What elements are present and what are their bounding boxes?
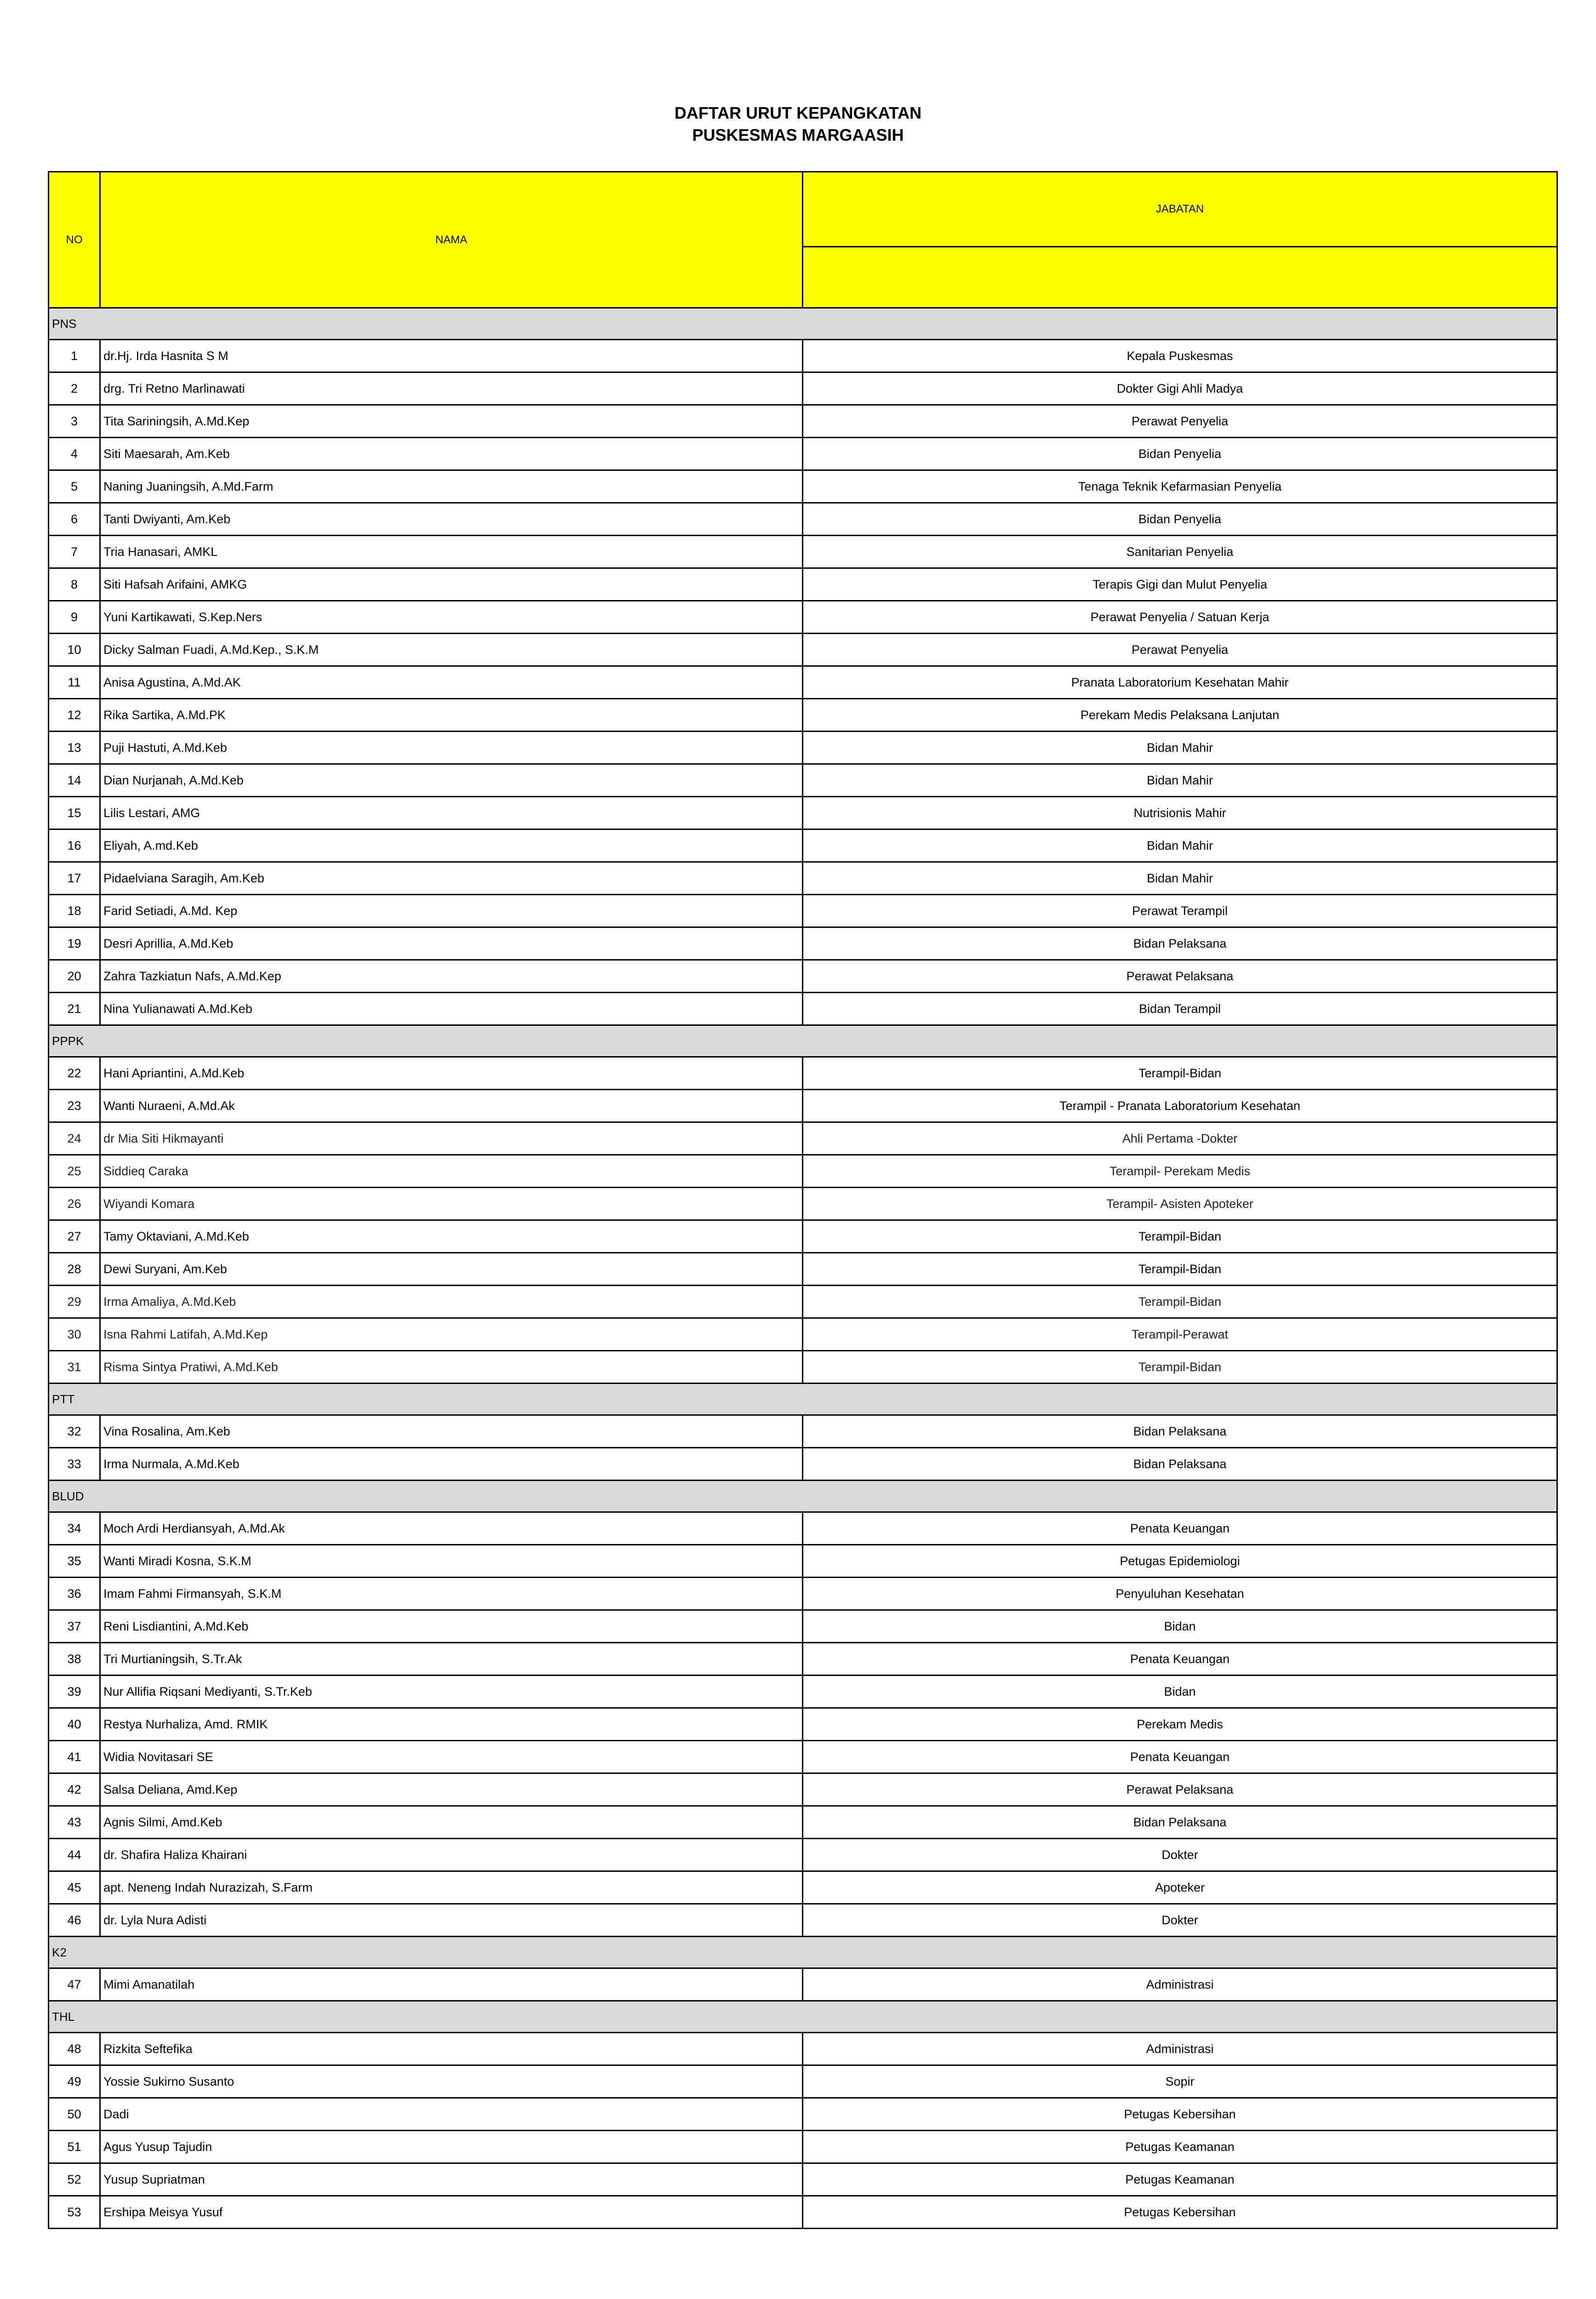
cell-nama: Siti Hafsah Arifaini, AMKG: [100, 568, 803, 601]
cell-jabatan: Perawat Penyelia: [803, 634, 1557, 666]
table-row: [49, 829, 1557, 862]
cell-jabatan: Bidan Mahir: [803, 829, 1557, 862]
cell-nama: Vina Rosalina, Am.Keb: [100, 1415, 803, 1448]
cell-no: 34: [49, 1512, 100, 1545]
cell-no: 29: [49, 1286, 100, 1318]
cell-jabatan: Ahli Pertama -Dokter: [803, 1122, 1557, 1155]
cell-nama: Agnis Silmi, Amd.Keb: [100, 1806, 803, 1839]
cell-jabatan: Bidan Mahir: [803, 862, 1557, 895]
section-row-blud: [49, 1481, 1557, 1512]
table-row: [49, 1968, 1557, 2001]
cell-jabatan: Terampil- Asisten Apoteker: [803, 1188, 1557, 1220]
cell-nama: Dicky Salman Fuadi, A.Md.Kep., S.K.M: [100, 634, 803, 666]
header-no: NO: [49, 172, 100, 308]
table-row: [49, 2033, 1557, 2065]
cell-nama: Mimi Amanatilah: [100, 1968, 803, 2001]
table-row: [49, 895, 1557, 927]
cell-no: 6: [49, 503, 100, 536]
cell-no: 35: [49, 1545, 100, 1578]
cell-no: 42: [49, 1773, 100, 1806]
cell-nama: Siddieq Caraka: [100, 1155, 803, 1188]
cell-jabatan: Terampil - Pranata Laboratorium Kesehatan: [803, 1090, 1557, 1122]
cell-jabatan: Administrasi: [803, 1968, 1557, 2001]
table-row: [49, 470, 1557, 503]
cell-jabatan: Perawat Pelaksana: [803, 1773, 1557, 1806]
cell-nama: Rizkita Seftefika: [100, 2033, 803, 2065]
cell-nama: Yusup Supriatman: [100, 2163, 803, 2196]
table-row: [49, 568, 1557, 601]
cell-nama: drg. Tri Retno Marlinawati: [100, 372, 803, 405]
cell-nama: Wanti Miradi Kosna, S.K.M: [100, 1545, 803, 1578]
cell-no: 22: [49, 1057, 100, 1090]
cell-nama: Wiyandi Komara: [100, 1188, 803, 1220]
cell-no: 21: [49, 993, 100, 1025]
cell-jabatan: Perawat Penyelia: [803, 405, 1557, 438]
table-row: [49, 993, 1557, 1025]
title-line-1: DAFTAR URUT KEPANGKATAN: [674, 103, 922, 122]
cell-nama: dr Mia Siti Hikmayanti: [100, 1122, 803, 1155]
cell-jabatan: Terampil-Bidan: [803, 1057, 1557, 1090]
section-label: PNS: [49, 308, 1557, 340]
cell-no: 14: [49, 764, 100, 797]
cell-nama: Tamy Oktaviani, A.Md.Keb: [100, 1220, 803, 1253]
table-row: [49, 438, 1557, 470]
table-row: [49, 1839, 1557, 1871]
table-row: [49, 1512, 1557, 1545]
cell-no: 1: [49, 340, 100, 372]
cell-nama: Hani Apriantini, A.Md.Keb: [100, 1057, 803, 1090]
cell-nama: dr. Shafira Haliza Khairani: [100, 1839, 803, 1871]
cell-nama: Siti Maesarah, Am.Keb: [100, 438, 803, 470]
cell-no: 32: [49, 1415, 100, 1448]
cell-jabatan: Perawat Pelaksana: [803, 960, 1557, 993]
cell-nama: Risma Sintya Pratiwi, A.Md.Keb: [100, 1351, 803, 1384]
cell-no: 37: [49, 1610, 100, 1643]
cell-jabatan: Terampil-Bidan: [803, 1351, 1557, 1384]
table-row: [49, 1220, 1557, 1253]
cell-nama: Pidaelviana Saragih, Am.Keb: [100, 862, 803, 895]
cell-no: 8: [49, 568, 100, 601]
cell-no: 51: [49, 2131, 100, 2163]
cell-nama: Tria Hanasari, AMKL: [100, 536, 803, 568]
table-row: [49, 1155, 1557, 1188]
table-row: [49, 2196, 1557, 2229]
cell-nama: Nur Allifia Riqsani Mediyanti, S.Tr.Keb: [100, 1676, 803, 1708]
cell-no: 10: [49, 634, 100, 666]
cell-jabatan: Penyuluhan Kesehatan: [803, 1578, 1557, 1610]
cell-jabatan: Bidan Mahir: [803, 764, 1557, 797]
cell-no: 49: [49, 2065, 100, 2098]
cell-jabatan: Bidan: [803, 1610, 1557, 1643]
table-row: [49, 1741, 1557, 1773]
section-label: PTT: [49, 1384, 1557, 1415]
table-row: [49, 405, 1557, 438]
table-row: [49, 1545, 1557, 1578]
cell-jabatan: Perekam Medis Pelaksana Lanjutan: [803, 699, 1557, 732]
table-row: [49, 1806, 1557, 1839]
cell-jabatan: Bidan Pelaksana: [803, 1448, 1557, 1481]
section-row-pns: [49, 308, 1557, 340]
cell-no: 43: [49, 1806, 100, 1839]
cell-jabatan: Bidan Penyelia: [803, 503, 1557, 536]
section-label: THL: [49, 2001, 1557, 2033]
section-label: K2: [49, 1937, 1557, 1968]
cell-jabatan: Terampil- Perekam Medis: [803, 1155, 1557, 1188]
cell-nama: Ershipa Meisya Yusuf: [100, 2196, 803, 2229]
table-row: [49, 764, 1557, 797]
cell-no: 48: [49, 2033, 100, 2065]
table-row: [49, 1676, 1557, 1708]
table-row: [49, 927, 1557, 960]
cell-no: 30: [49, 1318, 100, 1351]
cell-no: 26: [49, 1188, 100, 1220]
roster-body: [49, 172, 1557, 2229]
cell-no: 46: [49, 1904, 100, 1937]
cell-nama: Puji Hastuti, A.Md.Keb: [100, 732, 803, 764]
table-row: [49, 1708, 1557, 1741]
cell-nama: Tri Murtianingsih, S.Tr.Ak: [100, 1643, 803, 1676]
cell-no: 11: [49, 666, 100, 699]
cell-no: 45: [49, 1871, 100, 1904]
cell-jabatan: Perekam Medis: [803, 1708, 1557, 1741]
cell-jabatan: Terampil-Bidan: [803, 1253, 1557, 1286]
cell-nama: Moch Ardi Herdiansyah, A.Md.Ak: [100, 1512, 803, 1545]
table-row: [49, 1643, 1557, 1676]
cell-jabatan: Dokter: [803, 1904, 1557, 1937]
header-jabatan: JABATAN: [803, 172, 1557, 247]
cell-jabatan: Terampil-Perawat: [803, 1318, 1557, 1351]
section-row-pppk: [49, 1025, 1557, 1057]
cell-nama: Widia Novitasari SE: [100, 1741, 803, 1773]
cell-jabatan: Nutrisionis Mahir: [803, 797, 1557, 829]
section-label: BLUD: [49, 1481, 1557, 1512]
cell-jabatan: Penata Keuangan: [803, 1512, 1557, 1545]
cell-no: 18: [49, 895, 100, 927]
table-row: [49, 1415, 1557, 1448]
table-row: [49, 732, 1557, 764]
cell-jabatan: Sanitarian Penyelia: [803, 536, 1557, 568]
table-row: [49, 862, 1557, 895]
cell-jabatan: Terampil-Bidan: [803, 1286, 1557, 1318]
cell-no: 24: [49, 1122, 100, 1155]
title-line-2: PUSKESMAS MARGAASIH: [692, 126, 904, 144]
cell-nama: Tanti Dwiyanti, Am.Keb: [100, 503, 803, 536]
cell-jabatan: Perawat Terampil: [803, 895, 1557, 927]
cell-jabatan: Terapis Gigi dan Mulut Penyelia: [803, 568, 1557, 601]
cell-no: 23: [49, 1090, 100, 1122]
cell-no: 5: [49, 470, 100, 503]
cell-jabatan: Apoteker: [803, 1871, 1557, 1904]
table-row: [49, 1122, 1557, 1155]
cell-jabatan: Bidan Pelaksana: [803, 1415, 1557, 1448]
cell-no: 40: [49, 1708, 100, 1741]
cell-jabatan: Petugas Epidemiologi: [803, 1545, 1557, 1578]
table-row: [49, 1253, 1557, 1286]
cell-no: 17: [49, 862, 100, 895]
cell-no: 20: [49, 960, 100, 993]
cell-nama: Salsa Deliana, Amd.Kep: [100, 1773, 803, 1806]
cell-no: 2: [49, 372, 100, 405]
cell-nama: Isna Rahmi Latifah, A.Md.Kep: [100, 1318, 803, 1351]
cell-jabatan: Bidan Penyelia: [803, 438, 1557, 470]
cell-jabatan: Penata Keuangan: [803, 1741, 1557, 1773]
cell-jabatan: Penata Keuangan: [803, 1643, 1557, 1676]
table-row: [49, 372, 1557, 405]
table-row: [49, 601, 1557, 634]
cell-nama: Reni Lisdiantini, A.Md.Keb: [100, 1610, 803, 1643]
table-row: [49, 1090, 1557, 1122]
table-row: [49, 340, 1557, 372]
header-jabatan-sub: [803, 247, 1557, 308]
cell-nama: Farid Setiadi, A.Md. Kep: [100, 895, 803, 927]
table-row: [49, 797, 1557, 829]
table-row: [49, 1773, 1557, 1806]
section-row-thl: [49, 2001, 1557, 2033]
section-row-ptt: [49, 1384, 1557, 1415]
cell-jabatan: Administrasi: [803, 2033, 1557, 2065]
table-row: [49, 634, 1557, 666]
cell-nama: Irma Amaliya, A.Md.Keb: [100, 1286, 803, 1318]
cell-jabatan: Petugas Keamanan: [803, 2131, 1557, 2163]
table-row: [49, 1904, 1557, 1937]
cell-no: 47: [49, 1968, 100, 2001]
roster-table: [48, 171, 1558, 2229]
table-row: [49, 1351, 1557, 1384]
cell-no: 3: [49, 405, 100, 438]
cell-no: 44: [49, 1839, 100, 1871]
cell-no: 36: [49, 1578, 100, 1610]
cell-nama: Naning Juaningsih, A.Md.Farm: [100, 470, 803, 503]
cell-no: 9: [49, 601, 100, 634]
cell-jabatan: Dokter Gigi Ahli Madya: [803, 372, 1557, 405]
cell-no: 41: [49, 1741, 100, 1773]
cell-jabatan: Terampil-Bidan: [803, 1220, 1557, 1253]
cell-nama: Wanti Nuraeni, A.Md.Ak: [100, 1090, 803, 1122]
cell-nama: Agus Yusup Tajudin: [100, 2131, 803, 2163]
cell-jabatan: Bidan: [803, 1676, 1557, 1708]
cell-jabatan: Bidan Pelaksana: [803, 927, 1557, 960]
cell-no: 27: [49, 1220, 100, 1253]
cell-nama: Yossie Sukirno Susanto: [100, 2065, 803, 2098]
cell-nama: Eliyah, A.md.Keb: [100, 829, 803, 862]
cell-nama: apt. Neneng Indah Nurazizah, S.Farm: [100, 1871, 803, 1904]
cell-nama: Anisa Agustina, A.Md.AK: [100, 666, 803, 699]
cell-nama: Dadi: [100, 2098, 803, 2131]
cell-no: 31: [49, 1351, 100, 1384]
cell-no: 16: [49, 829, 100, 862]
table-row: [49, 2131, 1557, 2163]
table-row: [49, 1871, 1557, 1904]
table-row: [49, 1610, 1557, 1643]
cell-nama: dr. Lyla Nura Adisti: [100, 1904, 803, 1937]
header-nama: NAMA: [100, 172, 803, 308]
table-row: [49, 1578, 1557, 1610]
cell-no: 52: [49, 2163, 100, 2196]
cell-no: 53: [49, 2196, 100, 2229]
cell-jabatan: Tenaga Teknik Kefarmasian Penyelia: [803, 470, 1557, 503]
table-row: [49, 2098, 1557, 2131]
cell-no: 33: [49, 1448, 100, 1481]
cell-jabatan: Sopir: [803, 2065, 1557, 2098]
cell-jabatan: Bidan Pelaksana: [803, 1806, 1557, 1839]
cell-nama: dr.Hj. Irda Hasnita S M: [100, 340, 803, 372]
section-label: PPPK: [49, 1025, 1557, 1057]
section-row-k2: [49, 1937, 1557, 1968]
cell-no: 7: [49, 536, 100, 568]
cell-nama: Lilis Lestari, AMG: [100, 797, 803, 829]
cell-nama: Tita Sariningsih, A.Md.Kep: [100, 405, 803, 438]
cell-no: 19: [49, 927, 100, 960]
cell-no: 13: [49, 732, 100, 764]
table-row: [49, 1057, 1557, 1090]
table-row: [49, 2163, 1557, 2196]
table-row: [49, 1318, 1557, 1351]
cell-no: 39: [49, 1676, 100, 1708]
cell-nama: Imam Fahmi Firmansyah, S.K.M: [100, 1578, 803, 1610]
cell-nama: Restya Nurhaliza, Amd. RMIK: [100, 1708, 803, 1741]
cell-no: 28: [49, 1253, 100, 1286]
cell-nama: Zahra Tazkiatun Nafs, A.Md.Kep: [100, 960, 803, 993]
cell-nama: Desri Aprillia, A.Md.Keb: [100, 927, 803, 960]
cell-nama: Yuni Kartikawati, S.Kep.Ners: [100, 601, 803, 634]
table-row: [49, 503, 1557, 536]
table-row: [49, 2065, 1557, 2098]
table-row: [49, 666, 1557, 699]
table-row: [49, 536, 1557, 568]
cell-no: 38: [49, 1643, 100, 1676]
cell-jabatan: Petugas Kebersihan: [803, 2196, 1557, 2229]
cell-jabatan: Petugas Keamanan: [803, 2163, 1557, 2196]
cell-jabatan: Dokter: [803, 1839, 1557, 1871]
cell-jabatan: Bidan Mahir: [803, 732, 1557, 764]
header-row-top: [49, 172, 1557, 247]
cell-nama: Nina Yulianawati A.Md.Keb: [100, 993, 803, 1025]
cell-nama: Dewi Suryani, Am.Keb: [100, 1253, 803, 1286]
table-row: [49, 1448, 1557, 1481]
cell-nama: Irma Nurmala, A.Md.Keb: [100, 1448, 803, 1481]
cell-jabatan: Kepala Puskesmas: [803, 340, 1557, 372]
cell-jabatan: Perawat Penyelia / Satuan Kerja: [803, 601, 1557, 634]
cell-jabatan: Bidan Terampil: [803, 993, 1557, 1025]
cell-jabatan: Pranata Laboratorium Kesehatan Mahir: [803, 666, 1557, 699]
cell-no: 50: [49, 2098, 100, 2131]
document-title: [0, 102, 1596, 146]
cell-nama: Rika Sartika, A.Md.PK: [100, 699, 803, 732]
cell-nama: Dian Nurjanah, A.Md.Keb: [100, 764, 803, 797]
cell-no: 4: [49, 438, 100, 470]
cell-no: 25: [49, 1155, 100, 1188]
table-row: [49, 699, 1557, 732]
table-row: [49, 960, 1557, 993]
cell-jabatan: Petugas Kebersihan: [803, 2098, 1557, 2131]
table-row: [49, 1286, 1557, 1318]
cell-no: 15: [49, 797, 100, 829]
table-row: [49, 1188, 1557, 1220]
cell-no: 12: [49, 699, 100, 732]
